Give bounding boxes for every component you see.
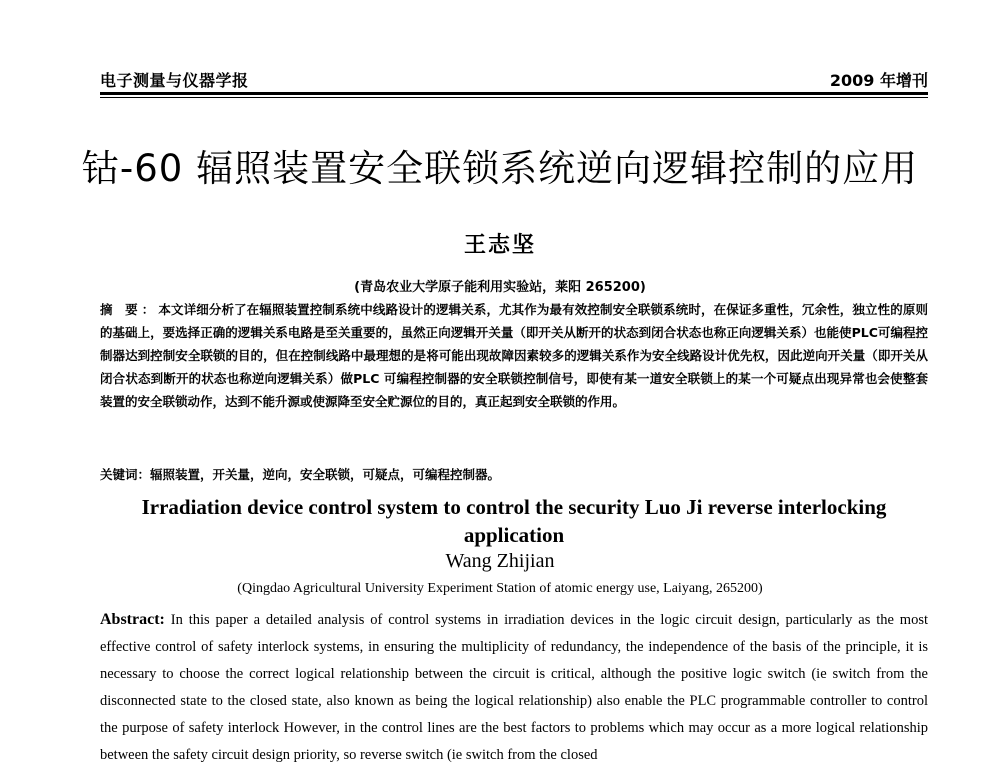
header-rule-thin: [100, 97, 928, 98]
issue-label: 2009 年增刊: [829, 71, 928, 90]
affiliation-en: (Qingdao Agricultural University Experiment Station of atomic energy use, Laiyang, 265200): [237, 581, 763, 596]
keywords-cn: 关键词：辐照装置，开关量，逆向，安全联锁，可疑点，可编程控制器。: [100, 467, 501, 482]
header-rule-thick: [100, 92, 928, 95]
affiliation-cn: (青岛农业大学原子能利用实验站，莱阳 265200): [354, 280, 646, 295]
abstract-en: [100, 606, 928, 769]
author-cn: 王志坚: [463, 232, 536, 258]
abstract-en-label: Abstract:: [100, 611, 165, 628]
paper-title-en: Irradiation device control system to control the security Luo Ji reverse interlocking application: [141, 495, 887, 547]
running-header: [100, 66, 928, 92]
paper-title-cn: 钴-60 辐照装置安全联锁系统逆向逻辑控制的应用: [81, 147, 919, 190]
journal-name: 电子测量与仪器学报: [100, 71, 249, 90]
abstract-en-text: In this paper a detailed analysis of control systems in irradiation devices in the logic circuit design, particularly as the most effective control of safety interlock systems, in ensuring the multiplicity of redundancy, the independence of the basis of the principle, it is necessary to choose the correct logical relationship between the circuit is critical, although the positive logic switch (ie switch from the disconnected state to the closed state, also known as being the logical relationship) also enable the PLC programmable controller to control the purpose of safety interlock However, in the control lines are the best factors to problems which may occur as a more logical relationship between the safety circuit design priority, so reverse switch (ie switch from the closed: [100, 612, 928, 763]
author-en: Wang Zhijian: [445, 550, 555, 572]
abstract-cn-text: 本文详细分析了在辐照装置控制系统中线路设计的逻辑关系，尤其作为最有效控制安全联锁系统时，在保证多重性，冗余性，独立性的原则的基础上，要选择正确的逻辑关系电路是至关重要的，虽然正向逻辑开关量（即开关从断开的状态到闭合状态也称正向逻辑关系）也能使PLC可编程控制器达到控制安全联锁的目的，但在控制线路中最理想的是将可能出现故障因素较多的逻辑关系作为安全线路设计优先权，因此逆向开关量（即开关从闭合状态到断开的状态也称逆向逻辑关系）做PLC 可编程控制器的安全联锁控制信号，即使有某一道安全联锁上的某一个可疑点出现异常也会使整套装置的安全联锁动作，达到不能升源或使源降至安全贮源位的目的，真正起到安全联锁的作用。: [100, 302, 928, 409]
abstract-cn: [100, 298, 928, 413]
abstract-cn-label: 摘 要：: [100, 302, 159, 317]
